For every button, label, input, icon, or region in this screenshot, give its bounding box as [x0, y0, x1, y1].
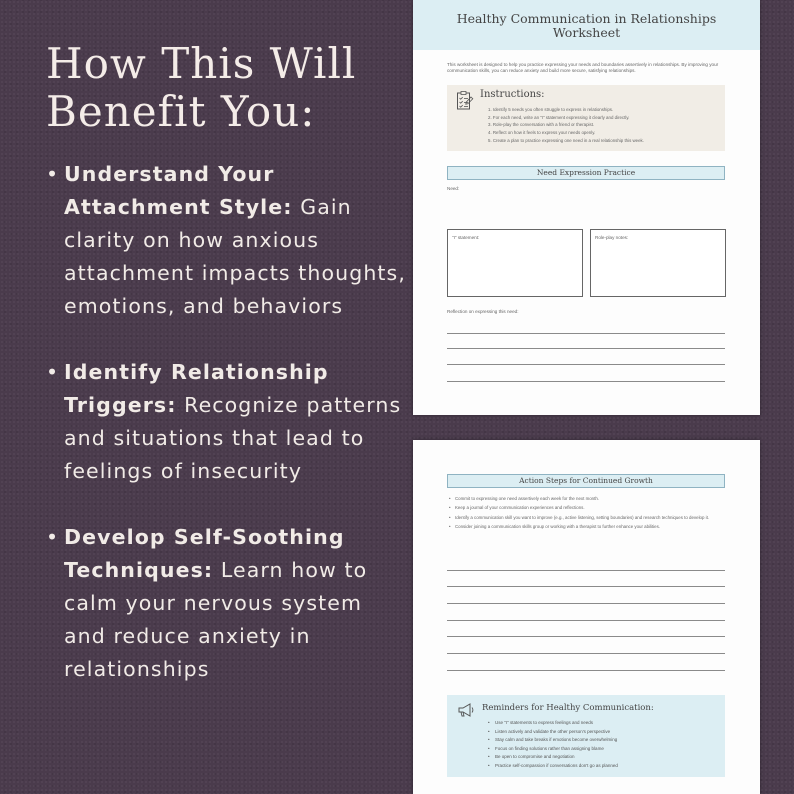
benefit-title: Develop Self-Soothing Techniques: [64, 525, 345, 582]
i-statement-label: "I" statement: [452, 235, 480, 240]
writing-line [447, 620, 725, 621]
reminders-title: Reminders for Healthy Communication: [482, 703, 654, 713]
writing-line [447, 570, 725, 571]
instruction-item: 5. Create a plan to practice expressing one need in a real relationship this week. [488, 137, 644, 143]
megaphone-icon [457, 702, 475, 718]
headline: How This Will Benefit You: [46, 39, 357, 136]
benefit-title: Identify Relationship Triggers: [64, 360, 329, 417]
worksheet-page-2 [413, 440, 760, 794]
i-statement-box [447, 229, 583, 297]
benefit-description: Learn how to calm your nervous system and reduce anxiety in relationships [64, 558, 368, 681]
worksheet-header [413, 0, 760, 50]
action-step-item: • Identify a communication skill you want to improve (e.g., active listening, setting boundaries) and research techniques to develop it. [447, 515, 732, 521]
writing-line [447, 381, 725, 382]
benefit-item-attachment [46, 158, 406, 323]
instruction-item: 1. Identify 5 needs you often struggle to express in relationships. [488, 107, 614, 112]
worksheet-title-line1: Healthy Communication in Relationships [456, 11, 717, 26]
writing-line [447, 333, 725, 334]
reminder-item: • Be open to compromise and negotiation [487, 753, 717, 762]
benefit-item-triggers [46, 356, 406, 488]
reflection-label: Reflection on expressing this need: [447, 309, 519, 314]
instruction-item: 3. Role-play the conversation with a friend or therapist. [488, 122, 595, 128]
action-steps-list [447, 496, 732, 533]
benefit-title: Understand Your Attachment Style: [64, 162, 293, 219]
reminder-item: • Listen actively and validate the other person's perspective [487, 728, 717, 737]
reminder-item: • Use "I" statements to express feelings and needs [487, 719, 717, 728]
worksheet-page-1 [413, 0, 760, 415]
reminders-list [487, 719, 717, 770]
roleplay-notes-box [590, 229, 726, 297]
instructions-title: Instructions: [480, 89, 545, 100]
worksheet-title-line2: Worksheet [552, 25, 621, 40]
action-step-item: • Commit to expressing one need assertively each week for the next month. [447, 496, 732, 502]
writing-line [447, 364, 725, 365]
worksheet-title [413, 0, 760, 40]
benefit-item-self-soothing [46, 521, 406, 686]
writing-line [447, 653, 725, 654]
benefits-panel [46, 40, 406, 719]
writing-line [447, 603, 725, 604]
writing-line [447, 670, 725, 671]
reminder-item: • Practice self-compassion if conversations don't go as planned [487, 762, 717, 771]
instructions-box [447, 85, 725, 151]
benefit-description: Gain clarity on how anxious attachment impacts thoughts, emotions, and behaviors [64, 195, 406, 318]
instruction-item: 2. For each need, write an "I" statement expressing it clearly and directly. [488, 114, 630, 120]
section-title-need-expression: Need Expression Practice [447, 166, 725, 180]
writing-line [447, 586, 725, 587]
reminder-item: • Stay calm and take breaks if emotions become overwhelming [487, 736, 717, 745]
action-step-item: • Consider joining a communication skills group or working with a therapist to further enhance your abilities. [447, 524, 732, 530]
worksheet-intro: This worksheet is designed to help you practice expressing your needs and boundaries assertively in relationships. By improving your communication skills, you can reduce anxiety and build more secure, satisfying relationships. [447, 62, 719, 73]
roleplay-notes-label: Role-play notes: [595, 235, 629, 240]
section-title-action-steps: Action Steps for Continued Growth [447, 474, 725, 488]
reminders-box [447, 695, 725, 777]
instructions-list [488, 106, 718, 145]
benefit-list [46, 158, 406, 686]
need-label: Need: [447, 186, 460, 191]
instruction-item: 4. Reflect on how it feels to express your needs openly. [488, 130, 596, 136]
writing-line [447, 348, 725, 349]
writing-line [447, 636, 725, 637]
action-step-item: • Keep a journal of your communication experiences and reflections. [447, 505, 732, 511]
benefit-description: Recognize patterns and situations that lead to feelings of insecurity [64, 393, 402, 483]
checklist-icon [456, 91, 474, 111]
reminder-item: • Focus on finding solutions rather than assigning blame [487, 745, 717, 754]
